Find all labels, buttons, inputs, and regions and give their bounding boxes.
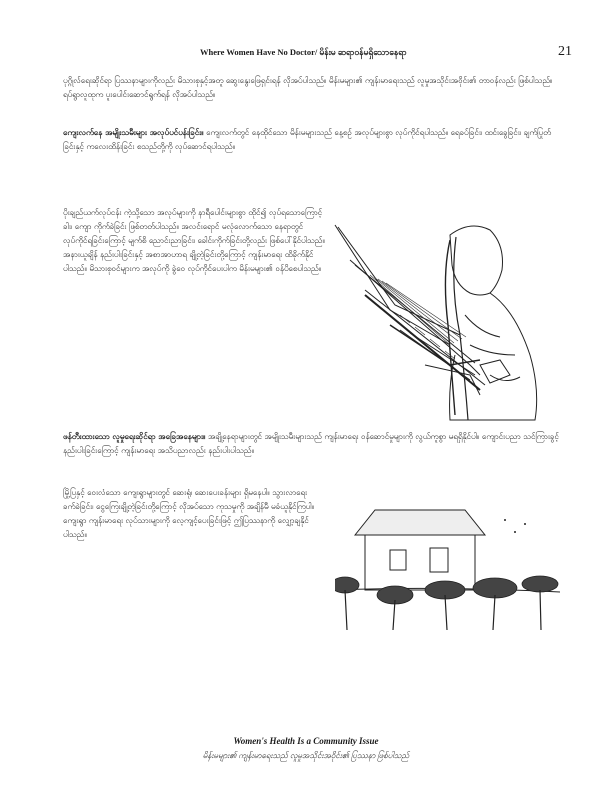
paragraph-text: မြို့ပြနှင့် ဝေးလံသော ကျေးရွာများတွင် ဆေးရုံ၊ ဆေးပေးခန်းများ ရှိမနေပါ။ သွားလာရေး ခက်ခဲခြင်း၊ ငွေကြေးချို့တဲ့ခြင်းတို့ကြောင့် လိုအပ်သော ကုသမှုကို အချိန်မီ မခံယူနိုင်ကြပါ။ ကျေးရွာ ကျန်းမာရေး လုပ်သားများကို လေ့ကျင့်ပေးခြင်းဖြင့် ဤပြဿနာကို လျှော့ချနိုင်ပါသည်။ [63, 488, 314, 539]
footer-subtitle: မိန်းမများ၏ ကျန်းမာရေးသည် လူမှုအသိုင်းအဝိုင်း၏ ပြဿနာ ဖြစ်ပါသည် [202, 751, 410, 760]
paragraph-text: အချို့နေရာများတွင် အမျိုးသမီးများသည် ကျန်းမာရေး ဝန်ဆောင်မှုများကို လွယ်ကူစွာ မရရှိနိုင်ပါ။ ကျောင်းပညာ သင်ကြားခွင့် နည်းပါးခြင်းကြောင့် ကျန်းမာရေး အသိပညာလည်း နည်းပါးပါသည်။ [63, 432, 559, 455]
paragraph-weaving [63, 206, 325, 276]
paragraph-text: ကျေးလက်တွင် နေထိုင်သော မိန်းမများသည် နေ့စဉ် အလုပ်များစွာ လုပ်ကိုင်ရပါသည်။ ရေခပ်ခြင်း၊ ထင်းခွေခြင်း၊ ချက်ပြုတ်ခြင်းနှင့် ကလေးထိန်းခြင်း စသည်တို့ကို လုပ်ဆောင်ရပါသည်။ [63, 128, 551, 151]
section-heading: ဖန်တီးထားသော လူမှုရေးဆိုင်ရာ အခြေအနေများ။ [63, 432, 206, 441]
paragraph-intro [63, 74, 563, 102]
paragraph-text: ပုဂ္ဂိုလ်ရေးဆိုင်ရာ ပြဿနာများကိုလည်း မိသားစုနှင့်အတူ ဆွေးနွေးဖြေရှင်းရန် လိုအပ်ပါသည်။ မိန်းမများ၏ ကျန်းမာရေးသည် လူမှုအသိုင်းအဝိုင်း၏ တာဝန်လည်း ဖြစ်ပါသည်။ ရပ်ရွာလူထုက ပူးပေါင်းဆောင်ရွက်ရန် လိုအပ်ပါသည်။ [63, 76, 553, 99]
weaver-illustration [330, 215, 550, 425]
footer-title: Women's Health Is a Community Issue [233, 736, 379, 746]
running-header: Where Women Have No Doctor/ မိန်းမ ဆရာဝန်မရှိသောနေရာ [200, 47, 407, 57]
paragraph-text: ပိုးချည်ယက်လုပ်ငန်း ကဲ့သို့သော အလုပ်များကို နာရီပေါင်းများစွာ ထိုင်၍ လုပ်ရသောကြောင့် ခါး၊ ကျော ကိုက်ခဲခြင်း ဖြစ်တတ်ပါသည်။ အလင်းရောင် မလုံလောက်သော နေရာတွင် လုပ်ကိုင်ရခြင်းကြောင့် မျက်စိ ညောင်းညာခြင်း၊ ခေါင်းကိုက်ခြင်းတို့လည်း ဖြစ်ပေါ်နိုင်ပါသည်။ အနားယူချိန် နည်းပါးခြင်းနှင့် အစာအာဟာရ ချို့တဲ့ခြင်းတို့ကြောင့် ကျန်းမာရေး ထိခိုက်နိုင်ပါသည်။ မိသားစုဝင်များက အလုပ်ကို ခွဲဝေ လုပ်ကိုင်ပေးပါက မိန်းမများ၏ ဝန်ပိစေပါသည်။ [63, 208, 325, 273]
page-number: 21 [558, 44, 572, 59]
section-rural-work [63, 126, 563, 154]
paragraph-access [63, 486, 325, 542]
village-house-illustration [335, 480, 560, 635]
section-social-conditions [63, 430, 563, 458]
section-heading: ကျေးလက်နေ အမျိုးသမီးများ အလုပ်ပင်ပန်းခြင်း။ [63, 128, 204, 137]
